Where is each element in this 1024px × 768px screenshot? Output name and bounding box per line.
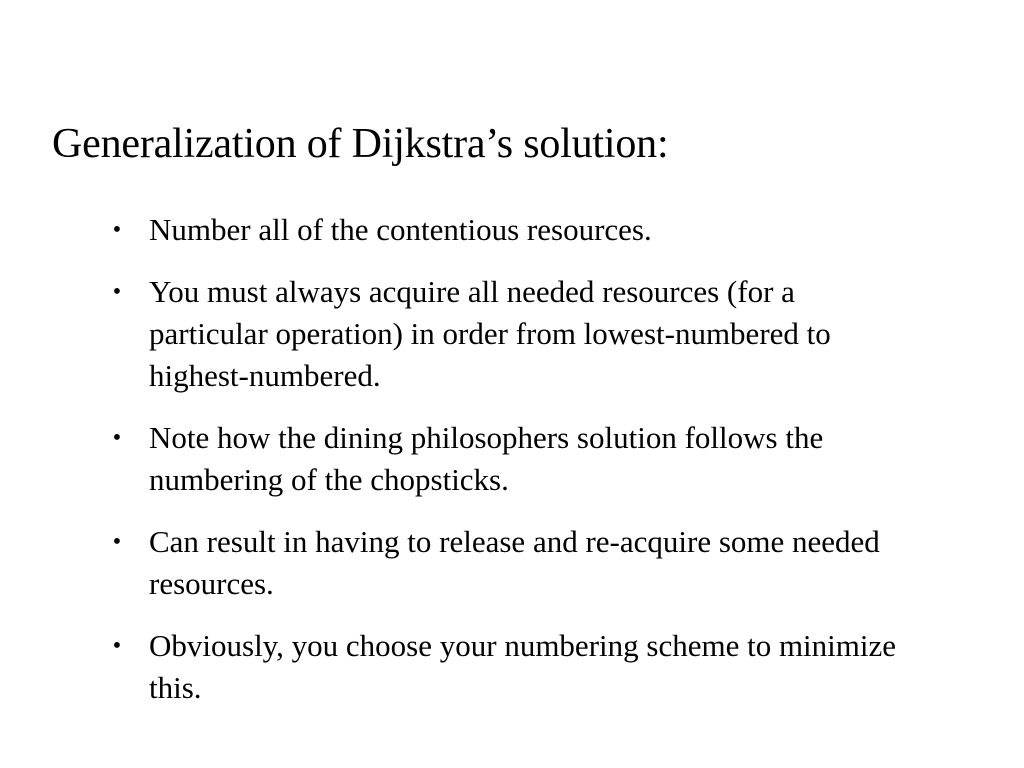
bullet-icon: • [112, 279, 122, 305]
bullet-text: Number all of the contentious resources. [149, 212, 652, 247]
bullet-item [0, 625, 919, 709]
bullet-item [0, 209, 919, 251]
bullet-item [0, 271, 919, 397]
bullet-text: Note how the dining philosophers solution follows the numbering of the chopsticks. [149, 420, 824, 497]
bullet-item [0, 417, 919, 501]
bullet-text: Obviously, you choose your numbering scheme to minimize this. [149, 628, 897, 705]
bullet-icon: • [112, 633, 122, 659]
bullet-text: Can result in having to release and re-acquire some needed resources. [149, 524, 880, 601]
bullet-text: You must always acquire all needed resources (for a particular operation) in order from lowest-numbered to highest-numbered. [149, 274, 831, 393]
bullet-icon: • [112, 425, 122, 451]
bullet-item [0, 521, 919, 605]
bullet-icon: • [112, 529, 122, 555]
slide-title: Generalization of Dijkstra’s solution: [52, 121, 669, 167]
bullet-list [0, 209, 1024, 729]
bullet-icon: • [112, 217, 122, 243]
